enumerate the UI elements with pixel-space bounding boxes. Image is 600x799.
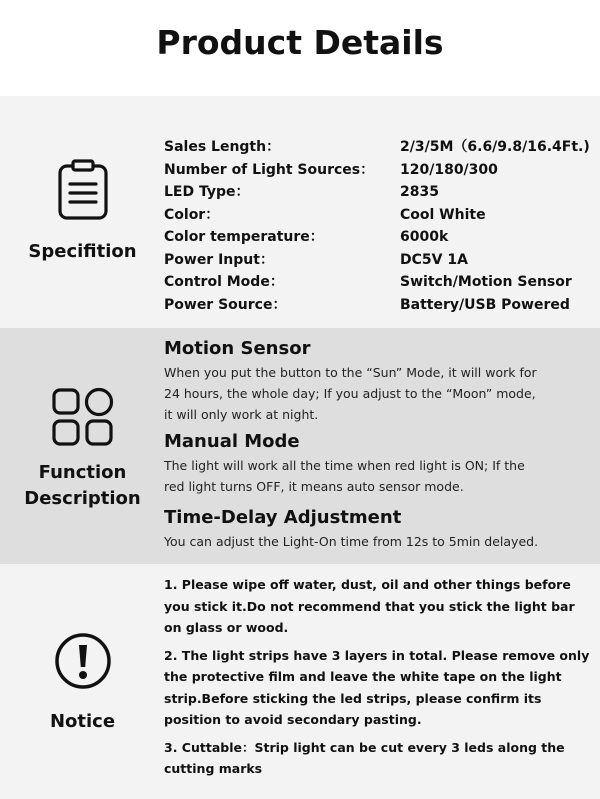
function-text-line: When you put the button to the “Sun” Mode, it will work for [164,365,537,380]
notice-side [0,564,165,799]
spec-value: 2/3/5M（6.6/9.8/16.4Ft.) [400,139,590,155]
spec-key: Power Input： [164,251,274,268]
notice-section [0,564,600,799]
spec-value: Cool White [400,206,486,223]
spec-key: Number of Light Sources： [164,161,375,178]
notice-body [164,574,594,786]
spec-key: Color temperature： [164,229,324,245]
function-section [0,328,600,564]
spec-key: Control Mode： [164,274,284,290]
spec-value: 120/180/300 [400,161,498,178]
spec-key: Power Source： [164,296,287,313]
spec-row [164,249,594,272]
function-side [0,328,165,564]
grid-shapes-icon [50,386,116,452]
function-text-line: red light turns OFF, it means auto sensor mode. [164,479,464,494]
function-heading: Time-Delay Adjustment [164,507,402,528]
spec-row [164,226,594,249]
page-title: Product Details [156,23,444,62]
notice-line: position to avoid secondary pasting. [164,712,422,727]
function-label-line2: Description [24,488,141,509]
notice-item [164,645,594,731]
notice-line: the protective film and leave the white tape on the light [164,669,562,684]
specification-side [0,96,165,328]
notice-line: strip.Before sticking the led strips, please confirm its [164,690,542,706]
spec-value: Battery/USB Powered [400,296,570,313]
notice-line: on glass or wood. [164,620,289,635]
spec-key: Color： [164,206,220,223]
function-heading: Motion Sensor [164,338,311,359]
notice-item [164,737,594,780]
clipboard-list-icon [52,158,114,226]
function-text-line: The light will work all the time when red light is ON; If the [164,458,525,473]
function-text-line: it will only work at night. [164,407,319,422]
spec-value: 2835 [400,184,439,200]
notice-item [164,574,594,639]
spec-row [164,159,594,182]
notice-line: 3. Cuttable：Strip light can be cut every 3 leds along the [164,739,565,755]
exclamation-circle-icon [53,631,113,695]
spec-row [164,136,594,159]
function-text-line: You can adjust the Light-On time from 12s to 5min delayed. [164,534,539,549]
function-label-line1: Function [38,462,127,483]
spec-row [164,294,594,317]
spec-row [164,271,594,294]
spec-row [164,181,594,204]
notice-label: Notice [49,711,116,732]
spec-row [164,204,594,227]
specification-section [0,96,600,328]
function-body [164,336,594,552]
notice-line: you stick it.Do not recommend that you stick the light bar [164,598,575,614]
spec-value: 6000k [400,229,449,245]
function-heading: Manual Mode [164,431,300,452]
spec-table [164,136,594,316]
function-text-line: 24 hours, the whole day; If you adjust to the “Moon” mode, [164,386,536,401]
notice-line: 2. The light strips have 3 layers in total. Please remove only [164,647,590,663]
spec-key: Sales Length： [164,139,281,155]
spec-value: DC5V 1A [400,251,468,268]
spec-key: LED Type： [164,184,250,200]
notice-line: cutting marks [164,761,263,776]
spec-value: Switch/Motion Sensor [400,274,572,290]
notice-line: 1. Please wipe off water, dust, oil and other things before [164,577,571,592]
specification-label: Specifition [28,241,137,262]
